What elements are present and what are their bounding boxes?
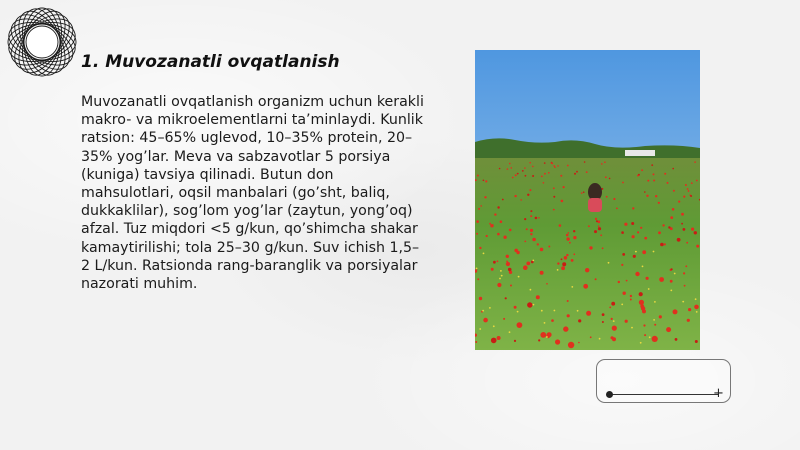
slider-dot-icon[interactable]: [606, 391, 613, 398]
poppy-field-photo: [475, 50, 700, 350]
plus-icon[interactable]: +: [713, 386, 724, 401]
geometric-circle-logo: [5, 5, 79, 79]
slider-control[interactable]: [596, 359, 731, 403]
slide-body-text: Muvozanatli ovqatlanish organizm uchun kerakli makro- va mikroelementlarni ta’minlaydi. Kunlik ratsion: 45–65% uglevod, 10–35% protein, 20–35% yog’lar. Meva va sabzavotlar 5 porsiya (kuniga) tavsiya qilinadi. Butun don mahsulotlari, oqsil manbalari (go’sht, baliq, dukkaklilar), sog’lom yog’lar (zaytun, yong’oq) afzal. Tuz miqdori <5 g/kun, qo’shimcha shakar kamaytirilishi; tola 25–30 g/kun. Suv ichish 1,5–2 L/kun. Ratsionda rang-baranglik va porsiyalar nazorati muhim.: [81, 94, 424, 293]
slider-track[interactable]: [609, 394, 719, 395]
slide-title: 1. Muvozanatli ovqatlanish: [81, 52, 340, 72]
